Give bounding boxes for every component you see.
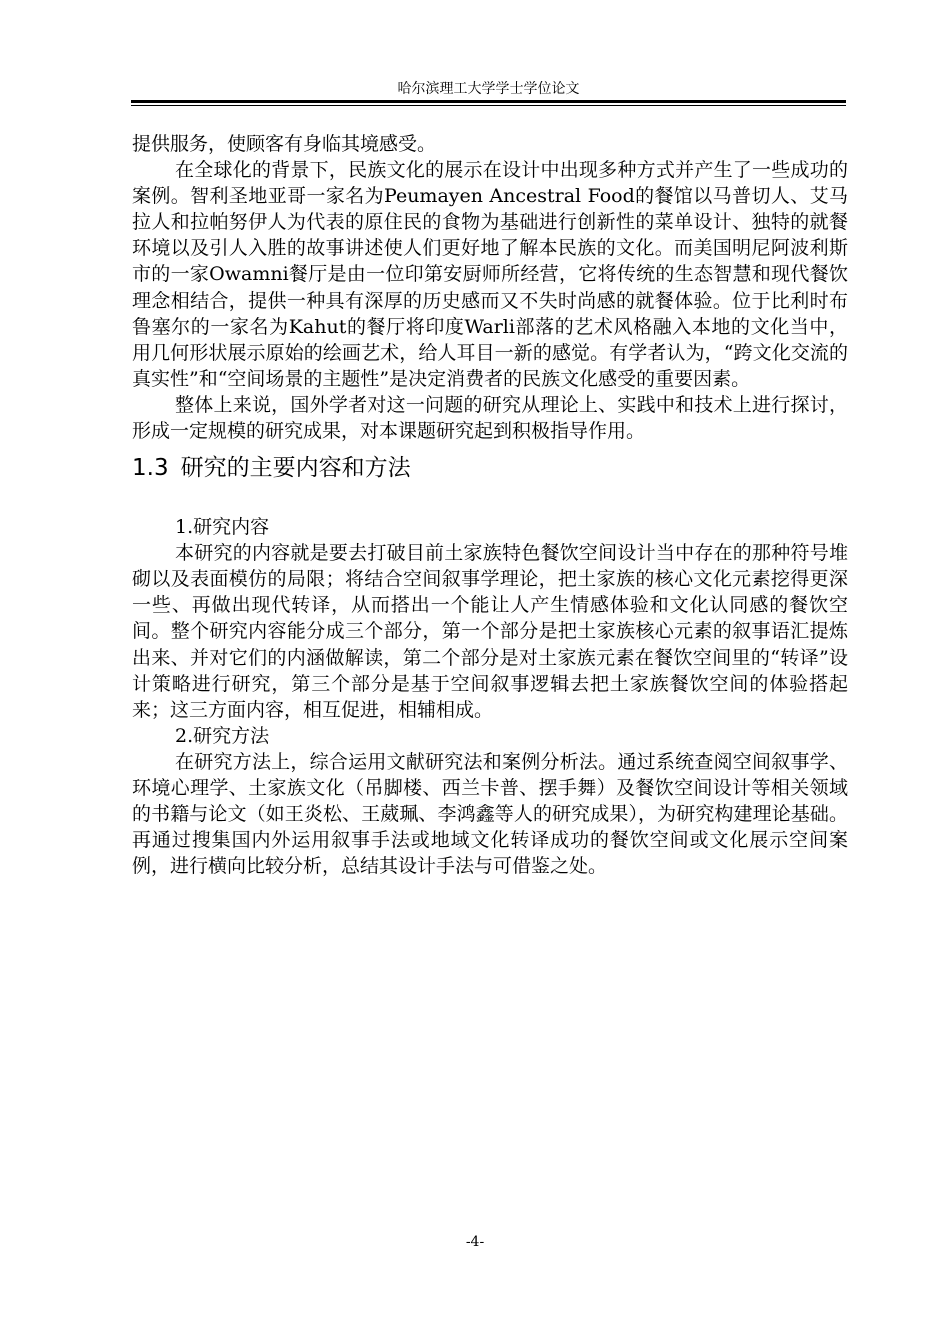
subheading-research-content: 1.研究内容 bbox=[175, 516, 270, 539]
header-rule-thick bbox=[131, 100, 846, 103]
header-rule-thin bbox=[131, 105, 846, 106]
section-title: 研究的主要内容和方法 bbox=[180, 455, 411, 482]
subheading-research-method: 2.研究方法 bbox=[175, 724, 270, 747]
paragraph-research-content: 本研究的内容就是要去打破目前土家族特色餐饮空间设计当中存在的那种符号堆砌以及表面模仿的局限；将结合空间叙事学理论，把土家族的核心文化元素挖得更深一些、再做出现代转译，从而搭出一个能让人产生情感体验和文化认同感的餐饮空间。整个研究内容能分成三个部分，第一个部分是把土家族核心元素的叙事语汇提炼出来、并对它们的内涵做解读，第二个部分是对土家族元素在餐饮空间里的“转译”设计策略进行研究，第三个部分是基于空间叙事逻辑去把土家族餐饮空间的体验搭起来；这三方面内容，相互促进，相辅相成。 bbox=[132, 542, 848, 721]
page-body bbox=[132, 131, 848, 879]
paragraph-research-method: 在研究方法上，综合运用文献研究法和案例分析法。通过系统查阅空间叙事学、环境心理学、土家族文化（吊脚楼、西兰卡普、摆手舞）及餐饮空间设计等相关领域的书籍与论文（如王炎松、王葳珮、李鸿鑫等人的研究成果），为研究构建理论基础。再通过搜集国内外运用叙事手法或地域文化转译成功的餐饮空间或文化展示空间案例，进行横向比较分析，总结其设计手法与可借鉴之处。 bbox=[132, 750, 848, 878]
section-heading bbox=[132, 446, 848, 490]
page-number: -4- bbox=[465, 1234, 485, 1250]
paragraph-overall-summary: 整体上来说，国外学者对这一问题的研究从理论上、实践中和技术上进行探讨，形成一定规模的研究成果，对本课题研究起到积极指导作用。 bbox=[132, 393, 848, 443]
running-header: 哈尔滨理工大学学士学位论文 bbox=[397, 81, 580, 97]
paragraph-continuation: 提供服务，使顾客有身临其境感受。 bbox=[132, 133, 437, 155]
section-number: 1.3 bbox=[132, 455, 169, 482]
paragraph-global-examples: 在全球化的背景下，民族文化的展示在设计中出现多种方式并产生了一些成功的案例。智利圣地亚哥一家名为Peumayen Ancestral Food的餐馆以马普切人、艾马拉人和拉帕努伊人为代表的原住民的食物为基础进行创新性的菜单设计、独特的就餐环境以及引人入胜的故事讲述使人们更好地了解本民族的文化。而美国明尼阿波利斯市的一家Owamni餐厅是由一位印第安厨师所经营，它将传统的生态智慧和现代餐饮理念相结合，提供一种具有深厚的历史感而又不失时尚感的就餐体验。位于比利时布鲁塞尔的一家名为Kahut的餐厅将印度Warli部落的艺术风格融入本地的文化当中，用几何形状展示原始的绘画艺术，给人耳目一新的感觉。有学者认为，“跨文化交流的真实性”和“空间场景的主题性”是决定消费者的民族文化感受的重要因素。 bbox=[132, 159, 848, 390]
